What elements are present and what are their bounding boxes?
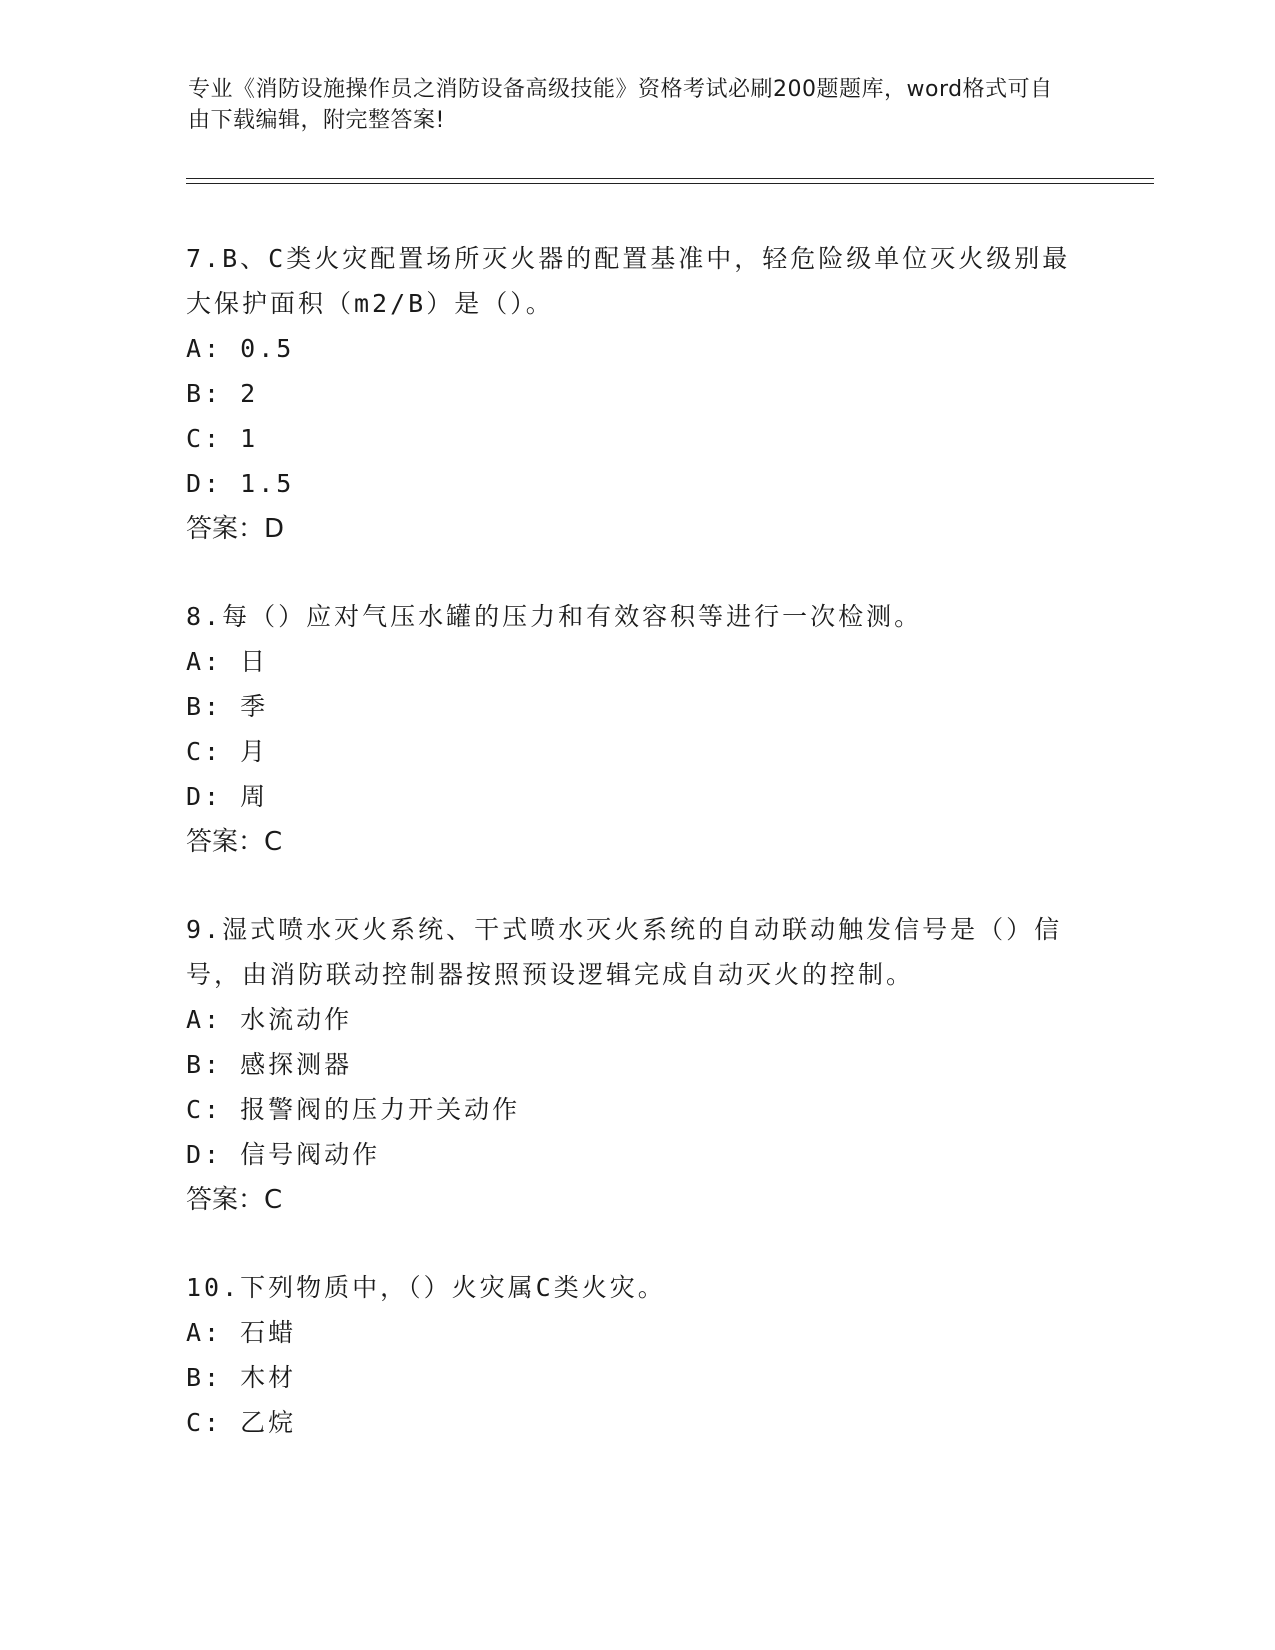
spacer — [186, 865, 1086, 907]
question-10 — [186, 1265, 1086, 1445]
option-a: A: 水流动作 — [186, 1005, 353, 1034]
document-header: 专业《消防设施操作员之消防设备高级技能》资格考试必刷200题题库，word格式可自由下载编辑，附完整答案! — [188, 77, 1053, 133]
option-c: C: 乙烷 — [186, 1408, 297, 1437]
question-text: 7.B、C类火灾配置场所灭火器的配置基准中，轻危险级单位灭火级别最大保护面积（m2/B）是（）。 — [186, 244, 1071, 318]
question-9 — [186, 907, 1086, 1223]
spacer — [186, 1223, 1086, 1265]
answer: 答案：C — [186, 827, 283, 857]
option-a: A: 0.5 — [186, 334, 295, 363]
option-b: B: 2 — [186, 379, 259, 408]
question-list — [186, 236, 1086, 1445]
option-b: B: 感探测器 — [186, 1050, 353, 1079]
answer: 答案：D — [186, 514, 285, 544]
question-8 — [186, 594, 1086, 865]
option-c: C: 月 — [186, 737, 269, 766]
spacer — [186, 552, 1086, 594]
option-a: A: 石蜡 — [186, 1318, 297, 1347]
header-divider-bottom — [186, 183, 1154, 184]
question-text: 9.湿式喷水灭火系统、干式喷水灭火系统的自动联动触发信号是（）信号，由消防联动控制器按照预设逻辑完成自动灭火的控制。 — [186, 915, 1063, 989]
question-text: 10.下列物质中，（）火灾属C类火灾。 — [186, 1273, 666, 1302]
answer: 答案：C — [186, 1185, 283, 1215]
option-b: B: 木材 — [186, 1363, 297, 1392]
option-b: B: 季 — [186, 692, 269, 721]
option-c: C: 报警阀的压力开关动作 — [186, 1095, 521, 1124]
option-c: C: 1 — [186, 424, 259, 453]
option-a: A: 日 — [186, 647, 269, 676]
header-divider-top — [186, 178, 1154, 179]
question-7 — [186, 236, 1086, 552]
option-d: D: 1.5 — [186, 469, 295, 498]
option-d: D: 信号阀动作 — [186, 1140, 381, 1169]
option-d: D: 周 — [186, 782, 269, 811]
question-text: 8.每（）应对气压水罐的压力和有效容积等进行一次检测。 — [186, 602, 923, 631]
